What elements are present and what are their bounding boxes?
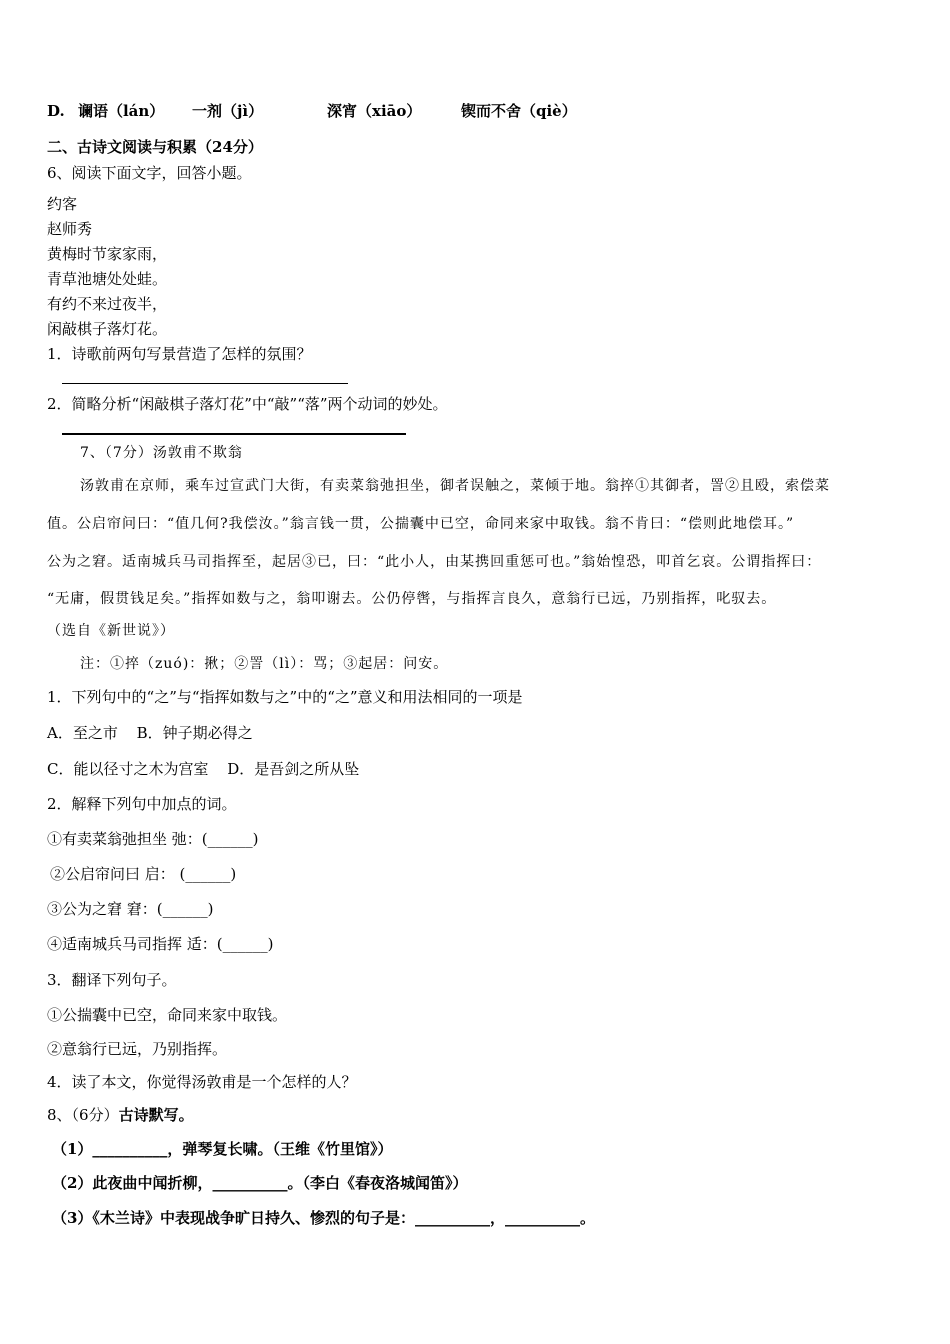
option-d-line xyxy=(47,102,164,120)
q7-sub3-item-1: ①公揣囊中已空，命同来家中取钱。 xyxy=(47,1006,288,1024)
q7-sub4: 4．读了本文，你觉得汤敦甫是一个怎样的人？ xyxy=(47,1073,357,1091)
option-d-item-4: 锲而不舍（qiè） xyxy=(461,102,577,120)
q8-item-3: （3）《木兰诗》中表现战争旷日持久、惨烈的句子是：__________，__________。 xyxy=(52,1209,595,1227)
q6-sub1: 1．诗歌前两句写景营造了怎样的氛围？ xyxy=(47,345,312,363)
passage-line-2: 值。公启帘问曰：“值几何?我偿汝。”翁言钱一贯，公揣囊中已空，命同来家中取钱。翁不肯曰：“偿则此地偿耳。” xyxy=(47,516,795,532)
option-d: D．是吾剑之所从坠 xyxy=(227,760,360,778)
q8-title-number: 8、（6分） xyxy=(47,1106,119,1124)
option-d-label: D. xyxy=(47,102,65,120)
passage-line-4: “无庸，假贯钱足矣。”指挥如数与之，翁叩谢去。公仍停辔，与指挥言良久，意翁行已远，乃别指挥，叱驭去。 xyxy=(47,591,777,607)
poem-line-2: 青草池塘处处蛙。 xyxy=(47,270,168,288)
q7-sub3-item-2: ②意翁行已远，乃别指挥。 xyxy=(47,1040,228,1058)
poem-title: 约客 xyxy=(47,195,78,213)
passage-source: （选自《新世说》） xyxy=(47,623,175,639)
passage-line-3: 公为之窘。适南城兵马司指挥至，起居③已，曰：“此小人，由某携回重惩可也。”翁始惶恐，叩首乞哀。公谓指挥曰： xyxy=(47,554,822,570)
q7-sub2: 2．解释下列句中加点的词。 xyxy=(47,795,237,813)
answer-line-1 xyxy=(62,383,348,384)
poem-line-1: 黄梅时节家家雨， xyxy=(47,245,168,263)
passage-line-1: 汤敦甫在京师，乘车过宣武门大街，有卖菜翁弛担坐，御者误触之，菜倾于地。翁捽①其御者，詈②且殴，索偿菜 xyxy=(80,478,830,494)
q8-item-1: （1）__________，弹琴复长啸。（王维《竹里馆》） xyxy=(52,1140,393,1158)
option-d-item-3: 深宵（xiāo） xyxy=(327,102,422,120)
option-d-item-2: 一剂（jì） xyxy=(192,102,264,120)
answer-line-2 xyxy=(62,433,406,435)
option-d-item-1: 谰语（lán） xyxy=(77,102,165,120)
option-a: A．至之市 xyxy=(47,724,118,742)
q7-sub1: 1．下列句中的“之”与“指挥如数与之”中的“之”意义和用法相同的一项是 xyxy=(47,688,523,706)
q7-sub2-item-3: ③公为之窘 窘：(______) xyxy=(47,900,214,918)
q8-title xyxy=(47,1106,194,1124)
poem-line-4: 闲敲棋子落灯花。 xyxy=(47,320,168,338)
option-b: B．钟子期必得之 xyxy=(136,724,253,742)
q6-sub2: 2．简略分析“闲敲棋子落灯花”中“敲”“落”两个动词的妙处。 xyxy=(47,395,448,413)
q8-title-text: 古诗默写。 xyxy=(118,1106,194,1124)
q7-sub2-item-2: ②公启帘问曰 启： (______) xyxy=(50,865,237,883)
option-c: C．能以径寸之木为宫室 xyxy=(47,760,209,778)
passage-notes: 注：①捽（zuó)：揪；②詈（lì）：骂；③起居：问安。 xyxy=(80,656,449,672)
q7-sub2-item-4: ④适南城兵马司指挥 适：(______) xyxy=(47,935,274,953)
q7-sub3: 3．翻译下列句子。 xyxy=(47,971,177,989)
q7-sub2-item-1: ①有卖菜翁弛担坐 弛：(______) xyxy=(47,830,259,848)
q8-item-2: （2）此夜曲中闻折柳，__________。（李白《春夜洛城闻笛》） xyxy=(52,1174,468,1192)
q7-sub1-options-ab xyxy=(47,724,253,742)
q7-title: 7、（7分）汤敦甫不欺翁 xyxy=(80,445,243,461)
poem-author: 赵师秀 xyxy=(47,220,93,238)
q7-sub1-options-cd xyxy=(47,760,359,778)
section-heading: 二、古诗文阅读与积累（24分） xyxy=(47,138,263,156)
q6-prompt: 6、阅读下面文字，回答小题。 xyxy=(47,164,252,182)
poem-line-3: 有约不来过夜半， xyxy=(47,295,168,313)
